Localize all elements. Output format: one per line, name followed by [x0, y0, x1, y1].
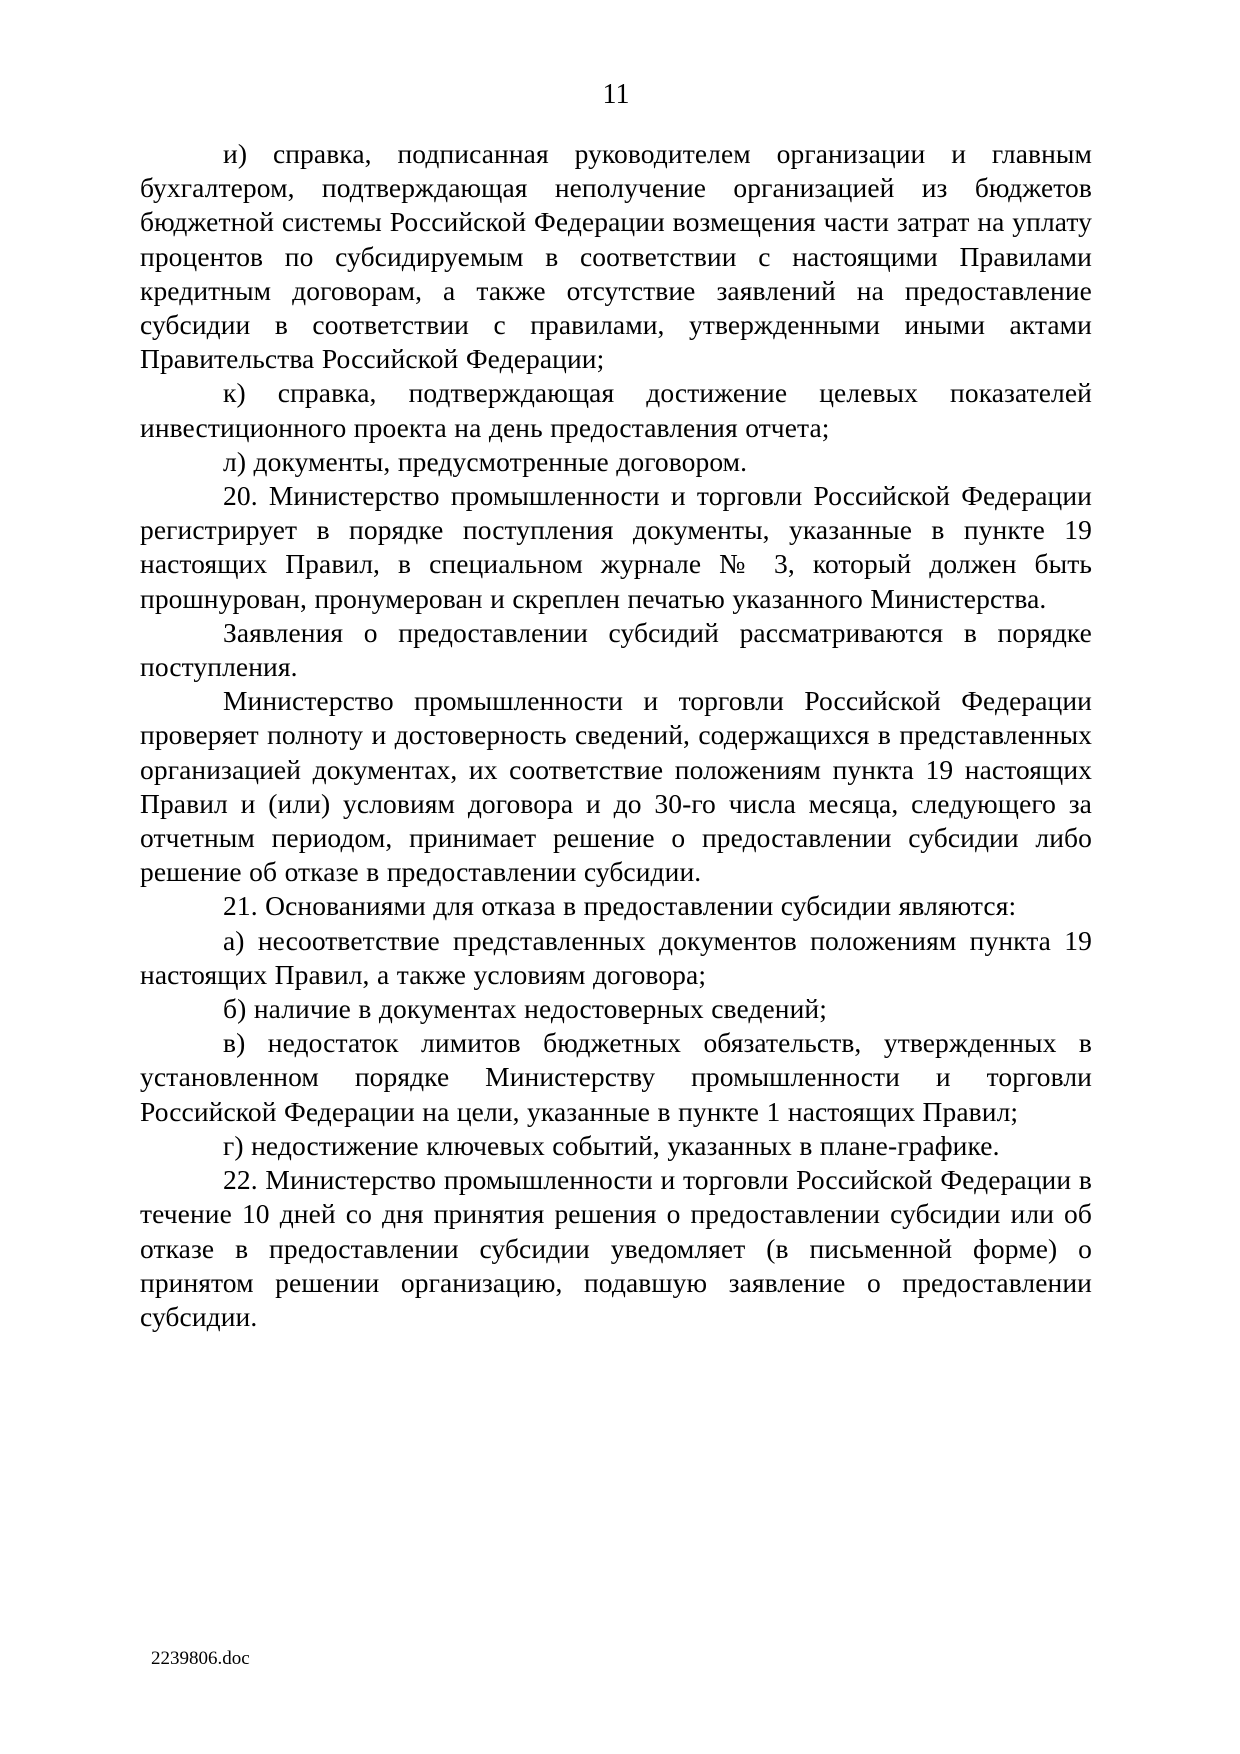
paragraph-item-g: г) недостижение ключевых событий, указанных в плане-графике.: [223, 1129, 1000, 1161]
page-number: 11: [602, 79, 630, 110]
footer-filename: 2239806.doc: [151, 1648, 250, 1669]
paragraph-clause-20-applications: Заявления о предоставлении субсидий рассматриваются в порядке поступления.: [140, 616, 1092, 683]
paragraph-item-b: б) наличие в документах недостоверных сведений;: [223, 993, 827, 1025]
paragraph-clause-21: 21. Основаниями для отказа в предоставлении субсидии являются:: [223, 890, 1017, 922]
paragraph-item-i: и) справка, подписанная руководителем организации и главным бухгалтером, подтверждающая неполучение организацией из бюджетов бюджетной системы Российской Федерации возмещения части затрат на уплату процентов по субсидируемым в соответствии с настоящими Правилами кредитным договорам, а также отсутствие заявлений на предоставление субсидии в соответствии с правилами, утвержденными иными актами Правительства Российской Федерации;: [140, 138, 1092, 375]
paragraph-item-l: л) документы, предусмотренные договором.: [223, 445, 748, 477]
paragraph-clause-22: 22. Министерство промышленности и торговли Российской Федерации в течение 10 дней со дня принятия решения о предоставлении субсидии или об отказе в предоставлении субсидии уведомляет (в письменной форме) о принятом решении организацию, подавшую заявление о предоставлении субсидии.: [140, 1164, 1092, 1332]
document-body: [140, 137, 1092, 1334]
paragraph-clause-20: 20. Министерство промышленности и торговли Российской Федерации регистрирует в порядке поступления документы, указанные в пункте 19 настоящих Правил, в специальном журнале № 3, который должен быть прошнурован, пронумерован и скреплен печатью указанного Министерства.: [140, 480, 1092, 614]
paragraph-item-k: к) справка, подтверждающая достижение целевых показателей инвестиционного проекта на день предоставления отчета;: [140, 377, 1092, 443]
paragraph-clause-20-review: Министерство промышленности и торговли Российской Федерации проверяет полноту и достоверность сведений, содержащихся в представленных организацией документах, их соответствие положениям пункта 19 настоящих Правил и (или) условиям договора и до 30-го числа месяца, следующего за отчетным периодом, принимает решение о предоставлении субсидии либо решение об отказе в предоставлении субсидии.: [140, 685, 1092, 888]
paragraph-item-a: а) несоответствие представленных документов положениям пункта 19 настоящих Правил, а также условиям договора;: [140, 924, 1092, 990]
paragraph-item-v: в) недостаток лимитов бюджетных обязательств, утвержденных в установленном порядке Министерству промышленности и торговли Российской Федерации на цели, указанные в пункте 1 настоящих Правил;: [140, 1027, 1092, 1127]
